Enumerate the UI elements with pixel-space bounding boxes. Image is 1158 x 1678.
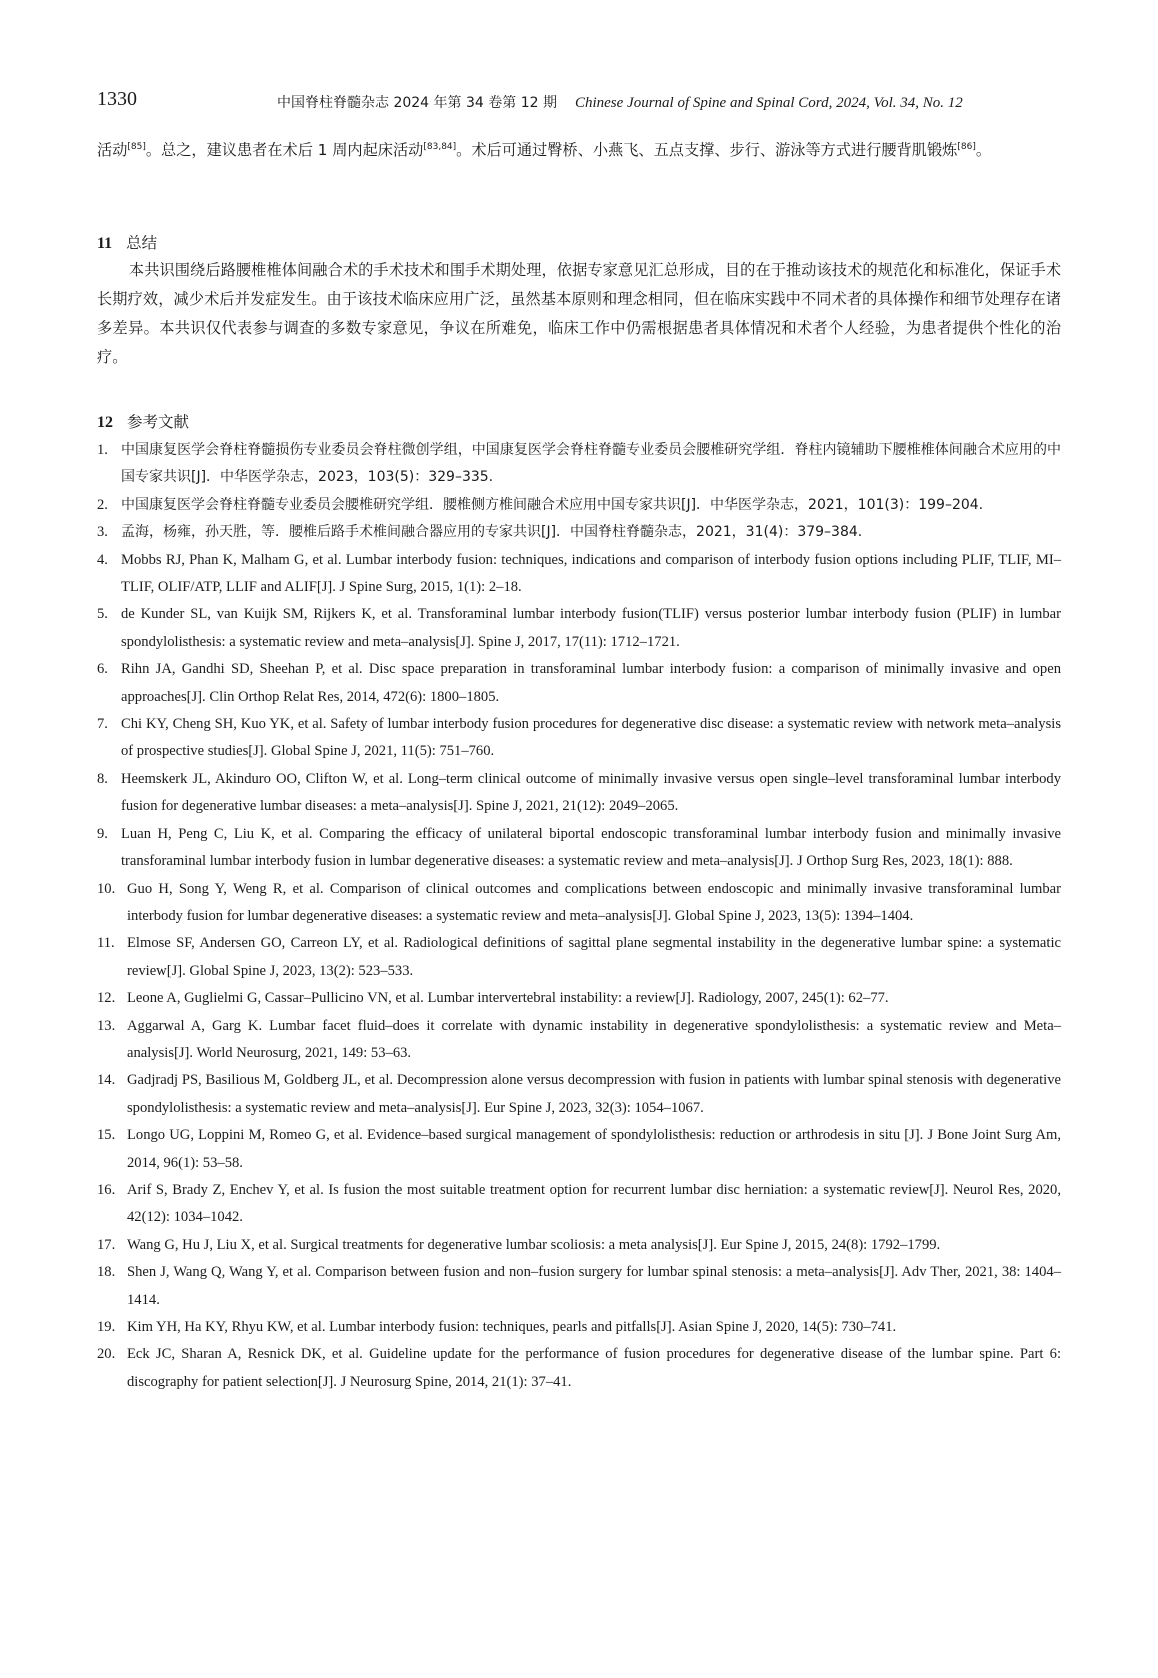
reference-text: Kim YH, Ha KY, Rhyu KW, et al. Lumbar interbody fusion: techniques, pearls and pitfalls[J]. Asian Spine J, 2020, 14(5): 730–741.: [127, 1319, 897, 1335]
reference-text: Chi KY, Cheng SH, Kuo YK, et al. Safety of lumbar interbody fusion procedures for degenerative disc disease: a systematic review with network meta–analysis of prospective studies[J]. Global Spine J, 2021, 11(5): 751–760.: [121, 716, 1061, 760]
reference-number: 10.: [97, 880, 116, 897]
reference-item: [97, 601, 1061, 656]
reference-text: Longo UG, Loppini M, Romeo G, et al. Evidence–based surgical management of spondylolisthesis: reduction or arthrodesis in situ [J]. J Bone Joint Surg Am, 2014, 96(1): 53–58.: [127, 1127, 1061, 1171]
reference-item: [97, 821, 1061, 876]
reference-text: Leone A, Guglielmi G, Cassar–Pullicino VN, et al. Lumbar intervertebral instability: a review[J]. Radiology, 2007, 245(1): 62–77.: [127, 990, 889, 1007]
section-title: 总结: [126, 234, 158, 252]
reference-number: 7.: [97, 716, 108, 733]
journal-title-en: Chinese Journal of Spine and Spinal Cord, 2024, Vol. 34, No. 12: [574, 95, 963, 111]
reference-item: [97, 1013, 1061, 1068]
section-number: 12: [97, 414, 113, 431]
page-number: 1330: [97, 88, 137, 110]
reference-number: 5.: [97, 606, 108, 623]
journal-title-cn: 中国脊柱脊髓杂志 2024 年第 34 卷第 12 期: [277, 95, 557, 111]
reference-text: Elmose SF, Andersen GO, Carreon LY, et al. Radiological definitions of sagittal plane segmental instability in the degenerative lumbar spine: a systematic review[J]. Global Spine J, 2023, 13(2): 523–533.: [127, 935, 1061, 979]
section-title: 参考文献: [127, 413, 190, 431]
reference-number: 9.: [97, 825, 108, 842]
reference-item: [97, 1232, 1061, 1259]
reference-number: 19.: [97, 1319, 116, 1335]
reference-item: [97, 1122, 1061, 1177]
reference-item: [97, 876, 1061, 931]
journal-citation: [277, 92, 963, 112]
reference-item: [97, 1259, 1061, 1314]
running-header: [97, 88, 1061, 120]
reference-item: [97, 1314, 1061, 1341]
reference-number: 15.: [97, 1127, 116, 1144]
reference-text: 中国康复医学会脊柱脊髓损伤专业委员会脊柱微创学组，中国康复医学会脊柱脊髓专业委员会腰椎研究学组．脊柱内镜辅助下腰椎椎体间融合术应用的中国专家共识[J]．中华医学杂志，2023，103(5)：329–335.: [121, 442, 1061, 486]
citation: [85]: [127, 142, 146, 152]
reference-text: Luan H, Peng C, Liu K, et al. Comparing the efficacy of unilateral biportal endoscopic transforaminal lumbar interbody fusion and minimally invasive transforaminal lumbar interbody fusion in lumbar degenerative diseases: a systematic review and meta–analysis[J]. J Orthop Surg Res, 2023, 18(1): 888.: [121, 825, 1061, 870]
intro-text: 。术后可通过臀桥、小燕飞、五点支撑、步行、游泳等方式进行腰背肌锻炼: [456, 141, 958, 159]
section-heading-summary: [97, 231, 157, 253]
reference-item: [97, 656, 1061, 711]
reference-item: [97, 930, 1061, 985]
reference-text: Shen J, Wang Q, Wang Y, et al. Comparison between fusion and non–fusion surgery for lumbar spinal stenosis: a meta–analysis[J]. Adv Ther, 2021, 38: 1404–1414.: [127, 1264, 1061, 1308]
reference-text: Wang G, Hu J, Liu X, et al. Surgical treatments for degenerative lumbar scoliosis: a meta analysis[J]. Eur Spine J, 2015, 24(8): 1792–1799.: [127, 1236, 941, 1253]
section-number: 11: [97, 235, 113, 252]
reference-text: Gadjradj PS, Basilious M, Goldberg JL, et al. Decompression alone versus decompression with fusion in patients with lumbar spinal stenosis with degenerative spondylolisthesis: a systematic review and meta–analysis[J]. Eur Spine J, 2023, 32(3): 1054–1067.: [127, 1072, 1061, 1116]
reference-item: [97, 547, 1061, 602]
reference-text: Eck JC, Sharan A, Resnick DK, et al. Guideline update for the performance of fusion procedures for degenerative disease of the lumbar spine. Part 6: discography for patient selection[J]. J Neurosurg Spine, 2014, 21(1): 37–41.: [127, 1346, 1061, 1390]
reference-text: 中国康复医学会脊柱脊髓专业委员会腰椎研究学组．腰椎侧方椎间融合术应用中国专家共识[J]．中华医学杂志，2021，101(3)：199–204.: [121, 496, 984, 513]
reference-text: Guo H, Song Y, Weng R, et al. Comparison of clinical outcomes and complications between endoscopic and minimally invasive transforaminal lumbar interbody fusion for lumbar degenerative diseases: a systematic review and meta–analysis[J]. Global Spine J, 2023, 13(5): 1394–1404.: [127, 880, 1061, 924]
reference-number: 12.: [97, 990, 116, 1007]
reference-text: Aggarwal A, Garg K. Lumbar facet fluid–does it correlate with dynamic instability in degenerative spondylolisthesis: a systematic review and Meta–analysis[J]. World Neurosurg, 2021, 149: 53–63.: [127, 1017, 1061, 1061]
intro-paragraph: [97, 136, 1061, 165]
reference-number: 11.: [97, 935, 115, 952]
reference-item: [97, 985, 1061, 1012]
intro-text: 。: [975, 141, 992, 159]
reference-item: [97, 1177, 1061, 1232]
reference-number: 14.: [97, 1072, 116, 1089]
reference-number: 8.: [97, 770, 108, 787]
citation: [83,84]: [423, 142, 457, 152]
reference-number: 16.: [97, 1181, 116, 1198]
reference-text: Heemskerk JL, Akinduro OO, Clifton W, et al. Long–term clinical outcome of minimally invasive versus open single–level transforaminal lumbar interbody fusion for degenerative lumbar diseases: a meta–analysis[J]. Spine J, 2021, 21(12): 2049–2065.: [121, 770, 1061, 815]
reference-text: Rihn JA, Gandhi SD, Sheehan P, et al. Disc space preparation in transforaminal lumbar interbody fusion: a comparison of minimally invasive and open approaches[J]. Clin Orthop Relat Res, 2014, 472(6): 1800–1805.: [121, 661, 1061, 705]
reference-number: 2.: [97, 496, 108, 513]
reference-text: Mobbs RJ, Phan K, Malham G, et al. Lumbar interbody fusion: techniques, indications and comparison of interbody fusion options including PLIF, TLIF, MI–TLIF, OLIF/ATP, LLIF and ALIF[J]. J Spine Surg, 2015, 1(1): 2–18.: [121, 551, 1061, 596]
reference-item: [97, 1067, 1061, 1122]
reference-number: 6.: [97, 661, 108, 678]
reference-text: Arif S, Brady Z, Enchev Y, et al. Is fusion the most suitable treatment option for recurrent lumbar disc herniation: a systematic review[J]. Neurol Res, 2020, 42(12): 1034–1042.: [127, 1181, 1061, 1226]
reference-number: 20.: [97, 1346, 116, 1363]
reference-item: [97, 711, 1061, 766]
reference-item: [97, 766, 1061, 821]
reference-number: 17.: [97, 1236, 116, 1253]
reference-text: 孟海，杨雍，孙天胜，等．腰椎后路手术椎间融合器应用的专家共识[J]．中国脊柱脊髓杂志，2021，31(4)：379–384.: [121, 524, 863, 541]
reference-item: [97, 492, 1061, 519]
reference-item: [97, 1341, 1061, 1396]
reference-number: 18.: [97, 1264, 116, 1281]
reference-item: [97, 519, 1061, 546]
summary-paragraph: 本共识围绕后路腰椎椎体间融合术的手术技术和围手术期处理，依据专家意见汇总形成，目的在于推动该技术的规范化和标准化，保证手术长期疗效，减少术后并发症发生。由于该技术临床应用广泛，虽然基本原则和理念相同，但在临床实践中不同术者的具体操作和细节处理存在诸多差异。本共识仅代表参与调查的多数专家意见，争议在所难免，临床工作中仍需根据患者具体情况和术者个人经验，为患者提供个性化的治疗。: [97, 261, 1061, 366]
reference-number: 4.: [97, 551, 108, 568]
reference-text: de Kunder SL, van Kuijk SM, Rijkers K, et al. Transforaminal lumbar interbody fusion(TLIF) versus posterior lumbar interbody fusion (PLIF) in lumbar spondylolisthesis: a systematic review and meta–analysis[J]. Spine J, 2017, 17(11): 1712–1721.: [121, 606, 1061, 650]
intro-text: 。总之，建议患者在术后 1 周内起床活动: [145, 141, 424, 159]
section-heading-references: [97, 410, 189, 432]
reference-list: [97, 437, 1061, 1396]
citation: [86]: [957, 142, 976, 152]
reference-number: 13.: [97, 1017, 116, 1034]
reference-number: 1.: [97, 442, 108, 458]
reference-number: 3.: [97, 524, 108, 541]
reference-item: [97, 437, 1061, 492]
intro-text: 活动: [97, 141, 128, 159]
